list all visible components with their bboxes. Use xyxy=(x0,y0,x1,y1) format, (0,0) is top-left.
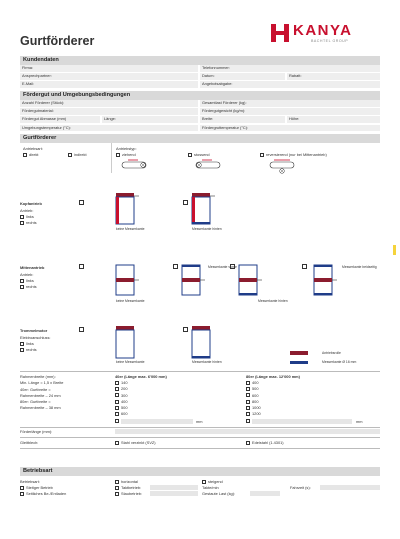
width-checkbox[interactable] xyxy=(115,393,119,397)
taktbetrieb-checkbox[interactable] xyxy=(115,486,119,490)
belt-reversierend-icon xyxy=(268,159,298,175)
firma-field[interactable]: Firma: xyxy=(20,65,198,72)
gleitblech-edelstahl-option[interactable]: Edelstahl (1.4301) xyxy=(246,440,284,445)
ziehend-checkbox[interactable] xyxy=(116,153,120,157)
stossend-option[interactable]: stossend xyxy=(188,152,210,157)
seitliches-checkbox[interactable] xyxy=(20,492,24,496)
section-foerdergut xyxy=(20,91,380,133)
trommel-conveyor-diagram xyxy=(114,325,142,361)
legend-messerkante-swatch xyxy=(290,361,308,364)
foerderlaenge-field[interactable] xyxy=(115,429,380,434)
mitten-vorne-label: Messerkante vorne xyxy=(208,265,237,269)
gleitblech-label: Gleitblech: xyxy=(20,440,39,445)
section-heading: Gurtförderer xyxy=(20,134,380,143)
mitten-variant2-checkbox[interactable] xyxy=(173,264,178,269)
mitten-vorne-diagram xyxy=(180,264,208,298)
width-checkbox[interactable] xyxy=(246,419,250,423)
kopf-hinten-label: Messerkante hinten xyxy=(192,227,222,231)
width-option[interactable]: 140 xyxy=(115,380,128,386)
width-checkbox[interactable] xyxy=(246,393,250,397)
staubetrieb-field[interactable] xyxy=(150,491,198,496)
antriebsart-label: Antriebsart: xyxy=(23,146,43,151)
kopf-keine-label: keine Messerkante xyxy=(116,227,145,231)
kopf-rechts-checkbox[interactable] xyxy=(20,221,24,225)
belt-stossend-icon xyxy=(194,159,224,171)
kopf-conveyor-messer-diagram xyxy=(190,192,218,226)
kopfantrieb-title: Kopfantrieb xyxy=(20,201,42,206)
abmasse-label: Fördergut Abmasse (mm) xyxy=(20,116,100,123)
width-checkbox[interactable] xyxy=(115,406,119,410)
width-option[interactable]: 800 xyxy=(246,399,261,405)
logo-word: KANYA xyxy=(293,22,353,39)
fahrzeit-label: Fahrzeit (s): xyxy=(290,485,311,490)
width-checkbox[interactable] xyxy=(246,412,250,416)
belt-ziehend-icon xyxy=(120,159,150,171)
page-title: Gurtförderer xyxy=(20,34,95,48)
mitten-rechts-option[interactable]: rechts xyxy=(20,284,37,289)
last-field[interactable] xyxy=(250,491,280,496)
rabatt-field[interactable]: Rabatt: xyxy=(287,73,380,80)
hoehe-field[interactable]: Höhe: xyxy=(287,116,380,123)
foerderlaenge-label: Förderlänge (mm): xyxy=(20,429,53,434)
col80-heading: 80er (Länge max. 12'000 mm) xyxy=(246,374,300,379)
section-heading: Betriebsart xyxy=(20,467,380,476)
antriebstyp-label: Antriebstyp: xyxy=(116,146,137,151)
seitliches-option[interactable]: Seitliches Be-/Entladen xyxy=(20,491,66,496)
section-heading: Kundendaten xyxy=(20,56,380,65)
reversierend-checkbox[interactable] xyxy=(260,153,264,157)
trommel-variant1-checkbox[interactable] xyxy=(79,327,84,332)
horizontal-option[interactable]: horizontal xyxy=(115,479,138,484)
width-checkbox[interactable] xyxy=(246,387,250,391)
trommel-rechts-option[interactable]: rechts xyxy=(20,347,37,352)
width-option[interactable]: 200 xyxy=(115,386,128,392)
trommel-links-checkbox[interactable] xyxy=(20,342,24,346)
width-option[interactable]: 400 xyxy=(246,380,261,386)
trommel-keine-label: keine Messerkante xyxy=(116,360,145,364)
kopf-variant2-checkbox[interactable] xyxy=(183,200,188,205)
company-logo xyxy=(271,22,379,46)
kopf-variant1-checkbox[interactable] xyxy=(79,200,84,205)
guttemp-field[interactable]: Fördergruttemperatur (°C): xyxy=(200,125,380,132)
horizontal-checkbox[interactable] xyxy=(115,480,119,484)
reversierend-option[interactable]: reversierend (nur bei Mittenantrieb) xyxy=(260,152,327,157)
col80-options xyxy=(246,380,261,424)
ziehend-option[interactable]: ziehend xyxy=(116,152,136,157)
telefon-field[interactable]: Telefonnummer: xyxy=(200,65,380,72)
mitten-hinten-label: Messerkante hinten xyxy=(258,299,288,303)
mitten-links-checkbox[interactable] xyxy=(20,279,24,283)
width-option[interactable]: 500 xyxy=(115,405,128,411)
col40-heading: 40er (Länge max. 6'000 mm) xyxy=(115,374,167,379)
direkt-option[interactable]: direkt xyxy=(23,152,39,157)
gleitblech-svz-option[interactable]: Stahl verzinkt (SVZ) xyxy=(115,440,156,445)
kopf-conveyor-diagram xyxy=(114,192,142,226)
width-option[interactable]: 500 xyxy=(246,386,261,392)
indirekt-option[interactable]: indirekt xyxy=(68,152,87,157)
angebotsabgabe-field[interactable]: Angebotsabgabe: xyxy=(200,81,380,88)
umgebungstemp-field[interactable]: Umgebungstemperatur (°C): xyxy=(20,125,198,132)
section-betriebsart xyxy=(20,467,380,476)
trommel-hinten-label: Messerkante hinten xyxy=(192,360,222,364)
width-option[interactable]: 1000 xyxy=(246,405,261,411)
svz-checkbox[interactable] xyxy=(115,441,119,445)
width-option[interactable]: 400 xyxy=(115,399,128,405)
col40-custom-field[interactable] xyxy=(121,419,193,424)
takte-label: Takte/min xyxy=(202,485,219,490)
col40-mm: mm xyxy=(196,419,203,424)
rahmen-notes: Rahmenbreite (mm): Min. Länge = 1,5 x Breite 40er: Gurtbreite = Rahmenbreite – 24 mm 80er: Gurtbreite = Rahmenbreite – 38 mm xyxy=(20,374,64,411)
gesamtlast-field[interactable]: Gesamtlast Förderer (kg): xyxy=(200,100,380,107)
email-field[interactable]: E-Mail: xyxy=(20,81,198,88)
mitten-variant4-checkbox[interactable] xyxy=(302,264,307,269)
stetiger-checkbox[interactable] xyxy=(20,486,24,490)
trommel-variant2-checkbox[interactable] xyxy=(183,327,188,332)
col80-custom-field[interactable] xyxy=(252,419,352,424)
mitten-conveyor-diagram xyxy=(114,264,142,298)
width-option[interactable]: 300 xyxy=(115,393,128,399)
steigend-option[interactable]: steigend xyxy=(202,479,223,484)
legend-messerkante-label: Messerkante Ø 16 mm xyxy=(322,360,357,364)
ansprechpartner-field[interactable]: Ansprechpartner: xyxy=(20,73,198,80)
kopf-antrieb-label: Antrieb: xyxy=(20,208,34,213)
width-checkbox[interactable] xyxy=(115,387,119,391)
trommel-rechts-checkbox[interactable] xyxy=(20,348,24,352)
width-checkbox[interactable] xyxy=(246,400,250,404)
legend-antriebsrolle-label: Antriebsrolle xyxy=(322,351,341,355)
mitten-antrieb-label: Antrieb: xyxy=(20,272,34,277)
stetiger-option[interactable]: Stetiger Betrieb xyxy=(20,485,53,490)
width-checkbox[interactable] xyxy=(115,412,119,416)
mitten-keine-label: keine Messerkante xyxy=(116,299,145,303)
width-option[interactable]: 600 xyxy=(246,393,261,399)
highlight-marker xyxy=(393,245,396,255)
width-option[interactable]: 600 xyxy=(115,411,128,417)
betriebsart-label: Betriebsart: xyxy=(20,479,40,484)
section-gurtfoerderer xyxy=(20,134,380,143)
mitten-rechts-checkbox[interactable] xyxy=(20,285,24,289)
width-checkbox[interactable] xyxy=(115,381,119,385)
fahrzeit-field[interactable] xyxy=(320,485,380,490)
width-option[interactable]: 1200 xyxy=(246,411,261,417)
mitten-variant3-checkbox[interactable] xyxy=(230,264,235,269)
section-kundendaten xyxy=(20,56,380,90)
width-checkbox[interactable] xyxy=(246,406,250,410)
stossend-checkbox[interactable] xyxy=(188,153,192,157)
mitten-beid-diagram xyxy=(312,264,340,298)
taktbetrieb-option[interactable]: Taktbetrieb: xyxy=(115,485,141,490)
width-checkbox[interactable] xyxy=(115,400,119,404)
mitten-hinten-diagram xyxy=(237,264,265,298)
mitten-beid-label: Messerkante beidseitig xyxy=(342,265,377,269)
gutgewicht-field[interactable]: Fördergutgewicht (kg/m): xyxy=(200,108,380,115)
trommelmotor-title: Trommelmotor xyxy=(20,328,48,333)
laenge-field[interactable]: Länge: xyxy=(102,116,198,123)
datum-field[interactable]: Datum: xyxy=(200,73,285,80)
trommel-messer-diagram xyxy=(190,325,218,361)
trommel-sub-label: Elektroanschluss: xyxy=(20,335,51,340)
steigend-checkbox[interactable] xyxy=(202,480,206,484)
edelstahl-checkbox[interactable] xyxy=(246,441,250,445)
kopf-links-option[interactable]: links xyxy=(20,214,34,219)
staubetrieb-checkbox[interactable] xyxy=(115,492,119,496)
width-checkbox[interactable] xyxy=(115,419,119,423)
kopf-links-checkbox[interactable] xyxy=(20,215,24,219)
last-label: Gestaute Last (kg): xyxy=(202,491,236,496)
section-heading: Fördergut und Umgebungsbedingungen xyxy=(20,91,380,100)
anzahl-field[interactable]: Anzahl Förderer (Stück): xyxy=(20,100,198,107)
col80-mm: mm xyxy=(356,419,363,424)
staubetrieb-option[interactable]: Staubetrieb: xyxy=(115,491,142,496)
trommel-links-option[interactable]: links xyxy=(20,341,34,346)
direkt-checkbox[interactable] xyxy=(23,153,27,157)
logo-sub: BACHTEL GROUP xyxy=(311,39,349,43)
col40-options xyxy=(115,380,128,424)
breite-field[interactable]: Breite: xyxy=(200,116,285,123)
mitten-variant1-checkbox[interactable] xyxy=(79,264,84,269)
legend-antriebsrolle-swatch xyxy=(290,351,308,355)
width-checkbox[interactable] xyxy=(246,381,250,385)
kopf-rechts-option[interactable]: rechts xyxy=(20,220,37,225)
taktbetrieb-field[interactable] xyxy=(150,485,198,490)
indirekt-checkbox[interactable] xyxy=(68,153,72,157)
logo-mark-icon xyxy=(271,24,289,42)
mitten-links-option[interactable]: links xyxy=(20,278,34,283)
material-field[interactable]: Fördergutmaterial: xyxy=(20,108,198,115)
mittenantrieb-title: Mittenantrieb xyxy=(20,265,45,270)
